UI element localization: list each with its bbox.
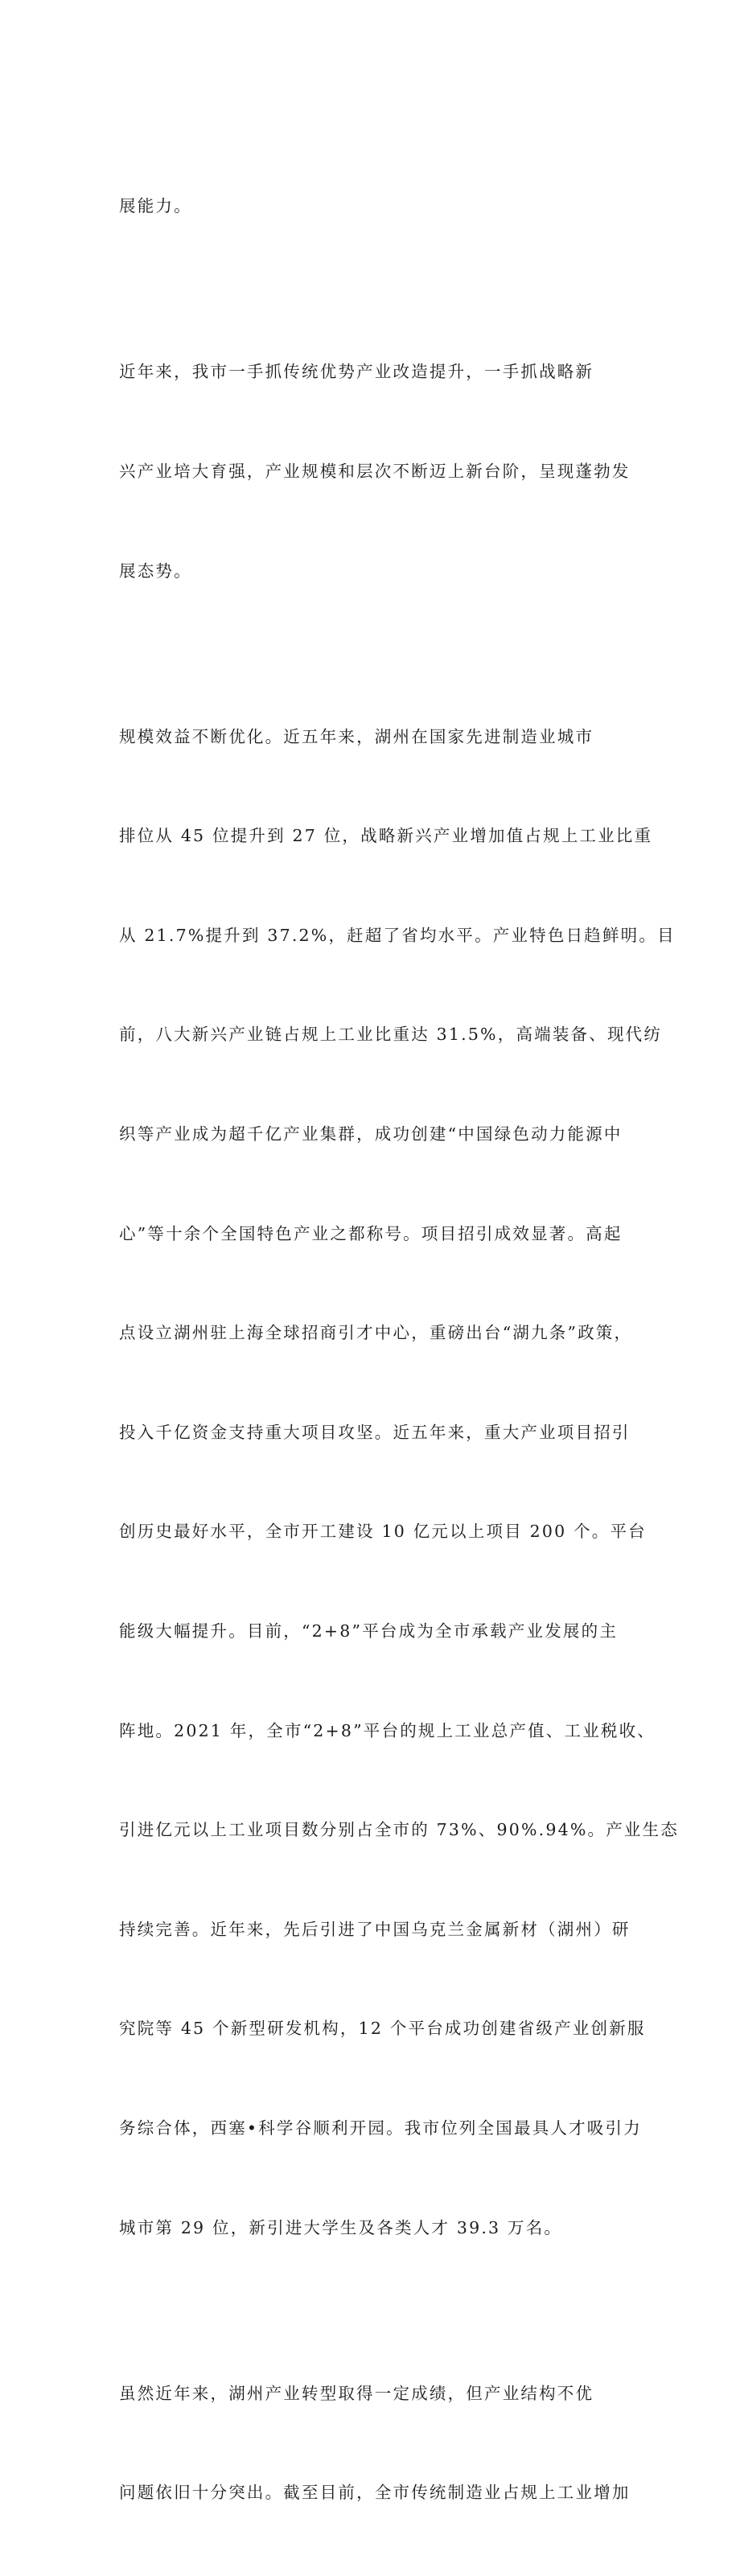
- text-line: 兴产业培大育强，产业规模和层次不断迈上新台阶，呈现蓬勃发: [119, 462, 631, 481]
- text-line: 能级大幅提升。目前，“2+8”平台成为全市承载产业发展的主: [119, 1621, 619, 1641]
- text-line: 规模效益不断优化。近五年来，湖州在国家先进制造业城市: [119, 726, 594, 746]
- text-line: 织等产业成为超千亿产业集群，成功创建“中国绿色动力能源中: [119, 1124, 623, 1144]
- text-line: 创历史最好水平，全市开工建设 10 亿元以上项目 200 个。平台: [119, 1522, 647, 1542]
- text-line: 心”等十余个全国特色产业之都称号。项目招引成效显著。高起: [119, 1223, 623, 1243]
- paragraph-1: [119, 124, 650, 290]
- paragraph-2: [119, 290, 650, 654]
- text-line: 持续完善。近年来，先后引进了中国乌克兰金属新材（湖州）研: [119, 1919, 631, 1939]
- text-line: 虽然近年来，湖州产业转型取得一定成绩，但产业结构不优: [119, 2383, 594, 2403]
- text-line: 点设立湖州驻上海全球招商引才中心，重磅出台“湖九条”政策，: [119, 1323, 633, 1343]
- text-line: 展态势。: [119, 561, 192, 581]
- text-line: 投入千亿资金支持重大项目攻坚。近五年来，重大产业项目招引: [119, 1422, 631, 1442]
- text-line: 展能力。: [119, 196, 192, 216]
- document-body: [119, 124, 680, 2576]
- text-line: 前，八大新兴产业链占规上工业比重达 31.5%，高端装备、现代纺: [119, 1025, 663, 1045]
- paragraph-3: [119, 654, 680, 2311]
- text-line: 近年来，我市一手抓传统优势产业改造提升，一手抓战略新: [119, 362, 594, 382]
- text-line: 城市第 29 位，新引进大学生及各类人才 39.3 万名。: [119, 2217, 563, 2237]
- text-line: 排位从 45 位提升到 27 位，战略新兴产业增加值占规上工业比重: [119, 826, 653, 846]
- paragraph-4: [119, 2311, 650, 2576]
- text-line: 问题依旧十分突出。截至目前，全市传统制造业占规上工业增加: [119, 2483, 631, 2503]
- text-line: 究院等 45 个新型研发机构，12 个平台成功创建省级产业创新服: [119, 2019, 646, 2039]
- text-line: 务综合体，西塞•科学谷顺利开园。我市位列全国最具人才吸引力: [119, 2118, 642, 2138]
- text-line: 阵地。2021 年，全市“2+8”平台的规上工业总产值、工业税收、: [119, 1720, 656, 1740]
- text-line: 引进亿元以上工业项目数分别占全市的 73%、90%.94%。产业生态: [119, 1820, 680, 1840]
- text-line: 从 21.7%提升到 37.2%，赶超了省均水平。产业特色日趋鲜明。目: [119, 925, 676, 945]
